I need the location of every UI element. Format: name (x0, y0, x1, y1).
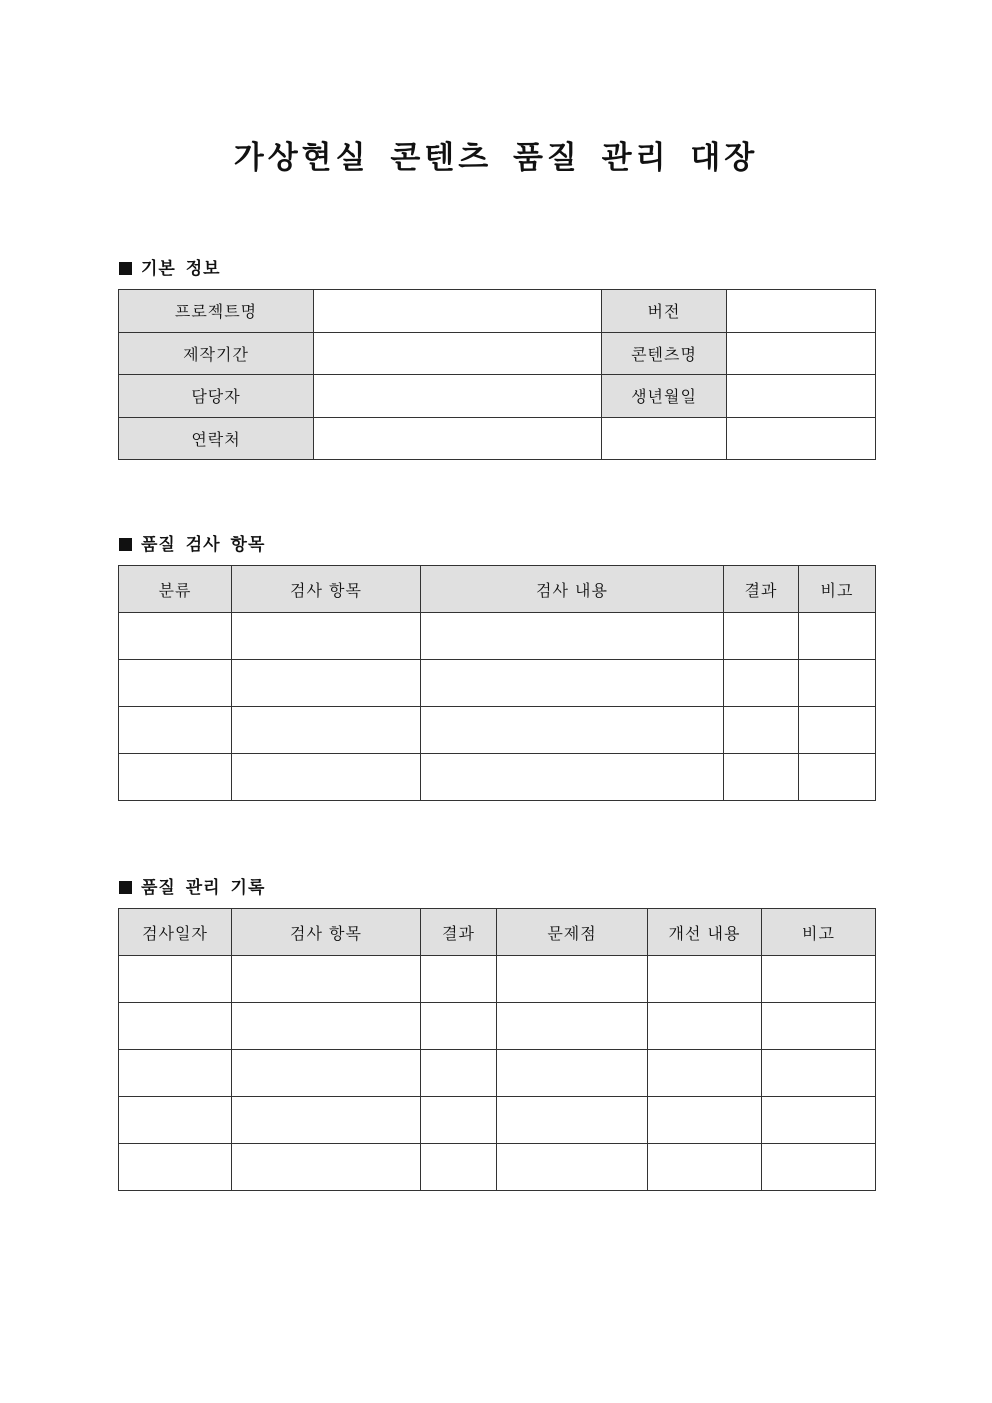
table-cell[interactable] (724, 660, 799, 707)
table-cell[interactable] (421, 754, 724, 801)
table-cell[interactable] (799, 707, 876, 754)
table-row (119, 613, 876, 660)
inspection-items-rows (119, 613, 876, 801)
inspection-items-table (118, 565, 876, 801)
table-cell[interactable] (232, 1050, 421, 1097)
field-value[interactable] (727, 375, 876, 418)
column-header: 비고 (762, 909, 876, 956)
table-cell[interactable] (648, 1050, 762, 1097)
section-heading-text: 기본 정보 (141, 259, 221, 279)
black-square-icon (119, 881, 132, 894)
table-row (119, 290, 876, 333)
basic-info-table (118, 289, 876, 460)
column-header: 개선 내용 (648, 909, 762, 956)
field-value[interactable] (727, 290, 876, 333)
section-heading-text: 품질 검사 항목 (141, 535, 266, 555)
table-row (119, 707, 876, 754)
table-cell[interactable] (648, 1003, 762, 1050)
table-cell[interactable] (232, 613, 421, 660)
column-header: 결과 (421, 909, 497, 956)
table-cell[interactable] (497, 1003, 648, 1050)
table-cell[interactable] (799, 754, 876, 801)
column-header: 검사 항목 (232, 909, 421, 956)
table-cell[interactable] (762, 1050, 876, 1097)
table-row (119, 1050, 876, 1097)
table-row (119, 956, 876, 1003)
table-cell[interactable] (421, 660, 724, 707)
table-row (119, 660, 876, 707)
field-label: 프로젝트명 (119, 290, 314, 333)
field-value[interactable] (314, 290, 602, 333)
table-cell[interactable] (232, 707, 421, 754)
table-cell[interactable] (724, 707, 799, 754)
field-label: 콘텐츠명 (602, 332, 727, 375)
table-cell[interactable] (232, 1144, 421, 1191)
table-cell[interactable] (724, 613, 799, 660)
field-label (602, 417, 727, 460)
table-cell[interactable] (232, 1097, 421, 1144)
table-cell[interactable] (497, 1144, 648, 1191)
table-row (119, 417, 876, 460)
table-row (119, 332, 876, 375)
table-cell[interactable] (724, 754, 799, 801)
field-value[interactable] (727, 332, 876, 375)
table-cell[interactable] (648, 956, 762, 1003)
black-square-icon (119, 538, 132, 551)
table-cell[interactable] (119, 613, 232, 660)
section-heading-management-records (119, 873, 265, 898)
document-title: 가상현실 콘텐츠 품질 관리 대장 (233, 140, 759, 176)
field-label: 버전 (602, 290, 727, 333)
table-cell[interactable] (762, 1144, 876, 1191)
table-cell[interactable] (799, 660, 876, 707)
table-cell[interactable] (119, 956, 232, 1003)
table-cell[interactable] (497, 1050, 648, 1097)
table-cell[interactable] (119, 1097, 232, 1144)
black-square-icon (119, 262, 132, 275)
table-cell[interactable] (119, 660, 232, 707)
field-value[interactable] (314, 417, 602, 460)
table-cell[interactable] (119, 754, 232, 801)
table-cell[interactable] (762, 1097, 876, 1144)
column-header: 문제점 (497, 909, 648, 956)
column-header: 비고 (799, 566, 876, 613)
table-cell[interactable] (421, 1050, 497, 1097)
section-heading-inspection-items (119, 530, 265, 555)
column-header: 결과 (724, 566, 799, 613)
table-cell[interactable] (648, 1097, 762, 1144)
table-cell[interactable] (232, 956, 421, 1003)
table-cell[interactable] (421, 1144, 497, 1191)
header-row (119, 566, 876, 613)
table-row (119, 1097, 876, 1144)
table-cell[interactable] (421, 956, 497, 1003)
table-cell[interactable] (762, 1003, 876, 1050)
table-cell[interactable] (762, 956, 876, 1003)
management-records-rows (119, 956, 876, 1191)
table-cell[interactable] (119, 1144, 232, 1191)
table-cell[interactable] (232, 660, 421, 707)
table-cell[interactable] (799, 613, 876, 660)
table-cell[interactable] (119, 707, 232, 754)
table-cell[interactable] (421, 707, 724, 754)
section-heading-text: 품질 관리 기록 (141, 878, 266, 898)
table-cell[interactable] (497, 1097, 648, 1144)
section-heading-basic-info (119, 254, 221, 279)
table-cell[interactable] (232, 754, 421, 801)
column-header: 검사일자 (119, 909, 232, 956)
management-records-table (118, 908, 876, 1191)
field-label: 제작기간 (119, 332, 314, 375)
table-row (119, 1003, 876, 1050)
table-cell[interactable] (421, 1003, 497, 1050)
table-cell[interactable] (119, 1003, 232, 1050)
table-row (119, 375, 876, 418)
table-row (119, 754, 876, 801)
management-records-header (119, 909, 876, 956)
field-value[interactable] (727, 417, 876, 460)
basic-info-rows (119, 290, 876, 460)
field-value[interactable] (314, 375, 602, 418)
column-header: 검사 항목 (232, 566, 421, 613)
field-label: 담당자 (119, 375, 314, 418)
column-header: 검사 내용 (421, 566, 724, 613)
table-cell[interactable] (421, 613, 724, 660)
field-label: 생년월일 (602, 375, 727, 418)
inspection-items-header (119, 566, 876, 613)
table-cell[interactable] (497, 956, 648, 1003)
table-cell[interactable] (421, 1097, 497, 1144)
table-cell[interactable] (119, 1050, 232, 1097)
table-row (119, 1144, 876, 1191)
field-label: 연락처 (119, 417, 314, 460)
table-cell[interactable] (232, 1003, 421, 1050)
header-row (119, 909, 876, 956)
column-header: 분류 (119, 566, 232, 613)
table-cell[interactable] (648, 1144, 762, 1191)
field-value[interactable] (314, 332, 602, 375)
